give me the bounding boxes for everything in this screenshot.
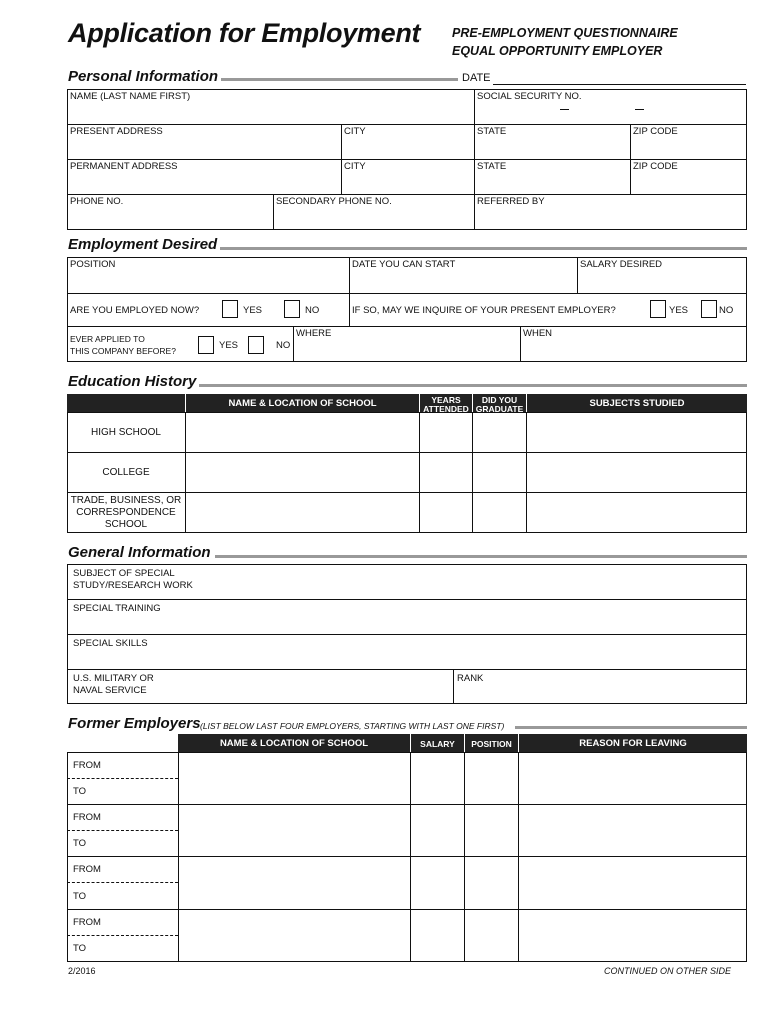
employed-no-label: NO xyxy=(305,305,320,316)
form-title: Application for Employment xyxy=(68,18,421,48)
row-divider xyxy=(67,804,747,805)
section-heading-personal: Personal Information xyxy=(68,68,221,85)
employed-yes-checkbox[interactable] xyxy=(222,300,238,318)
col-divider xyxy=(577,257,578,293)
subtitle-eoe: EQUAL OPPORTUNITY EMPLOYER xyxy=(452,44,663,58)
inquire-no-label: NO xyxy=(719,305,734,316)
section-heading-employment: Employment Desired xyxy=(68,236,220,253)
ssn-field[interactable]: SOCIAL SECURITY NO. xyxy=(477,91,582,102)
section-rule xyxy=(215,247,747,250)
row-divider xyxy=(67,634,747,635)
row-divider xyxy=(67,909,747,910)
col-divider xyxy=(185,412,186,533)
col-divider xyxy=(453,669,454,704)
name-field[interactable]: NAME (LAST NAME FIRST) xyxy=(70,91,191,102)
continued-note: CONTINUED ON OTHER SIDE xyxy=(604,966,732,976)
present-state-field[interactable]: STATE xyxy=(477,126,507,137)
employed-now-label: ARE YOU EMPLOYED NOW? xyxy=(70,305,200,316)
row-divider xyxy=(67,194,747,195)
secondary-phone-field[interactable]: SECONDARY PHONE NO. xyxy=(276,196,392,207)
col-header-salary: SALARY xyxy=(420,739,455,749)
ever-applied-label-2: THIS COMPANY BEFORE? xyxy=(70,346,176,356)
col-header-years-2: ATTENDED xyxy=(423,404,469,414)
employed-no-checkbox[interactable] xyxy=(284,300,300,318)
col-divider xyxy=(349,257,350,326)
ever-applied-label-1: EVER APPLIED TO xyxy=(70,334,145,344)
col-divider xyxy=(474,89,475,230)
permanent-zip-field[interactable]: ZIP CODE xyxy=(633,161,678,172)
inquire-yes-label: YES xyxy=(669,305,689,316)
col-divider xyxy=(526,412,527,533)
from-to-divider xyxy=(67,830,178,831)
applied-no-checkbox[interactable] xyxy=(248,336,264,354)
date-label: DATE xyxy=(462,72,491,84)
from-to-divider xyxy=(67,778,178,779)
col-divider xyxy=(293,326,294,362)
row-divider xyxy=(67,452,747,453)
former-employers-note: (LIST BELOW LAST FOUR EMPLOYERS, STARTING WITH LAST ONE FIRST) xyxy=(200,721,505,731)
permanent-city-field[interactable]: CITY xyxy=(344,161,366,172)
col-header-graduate-1: DID YOU xyxy=(481,395,518,405)
rank-field[interactable]: RANK xyxy=(457,673,484,684)
row-divider xyxy=(67,293,747,294)
special-study-label-1[interactable]: SUBJECT OF SPECIAL xyxy=(73,568,175,579)
applied-yes-label: YES xyxy=(219,340,239,351)
education-row-trade-1: TRADE, BUSINESS, OR xyxy=(70,495,182,506)
permanent-state-field[interactable]: STATE xyxy=(477,161,507,172)
applied-yes-checkbox[interactable] xyxy=(198,336,214,354)
date-field[interactable] xyxy=(493,84,746,85)
inquire-label: IF SO, MAY WE INQUIRE OF YOUR PRESENT EMPLOYER? xyxy=(352,305,616,316)
former-table-body xyxy=(67,752,747,962)
col-divider xyxy=(520,326,521,362)
inquire-yes-checkbox[interactable] xyxy=(650,300,666,318)
section-heading-education: Education History xyxy=(68,373,199,390)
special-training-field[interactable]: SPECIAL TRAINING xyxy=(73,603,161,614)
education-row-high-school: HIGH SCHOOL xyxy=(90,427,161,438)
col-header-subjects: SUBJECTS STUDIED xyxy=(589,398,685,409)
salary-desired-field[interactable]: SALARY DESIRED xyxy=(580,259,663,270)
row-divider xyxy=(67,326,747,327)
employer-1-from-field[interactable]: FROM xyxy=(73,760,101,771)
military-label-2[interactable]: NAVAL SERVICE xyxy=(73,685,147,696)
military-label-1[interactable]: U.S. MILITARY OR xyxy=(73,673,154,684)
when-field[interactable]: WHEN xyxy=(523,328,553,339)
employer-1-to-field[interactable]: TO xyxy=(73,786,87,797)
section-rule xyxy=(220,78,458,81)
employer-3-to-field[interactable]: TO xyxy=(73,891,87,902)
row-divider xyxy=(67,159,747,160)
from-to-divider xyxy=(67,882,178,883)
row-divider xyxy=(67,492,747,493)
present-zip-field[interactable]: ZIP CODE xyxy=(633,126,678,137)
col-header-graduate-2: GRADUATE xyxy=(475,404,524,414)
ssn-dash xyxy=(560,109,569,110)
col-divider xyxy=(178,752,179,962)
position-field[interactable]: POSITION xyxy=(70,259,116,270)
col-header-reason: REASON FOR LEAVING xyxy=(579,738,687,749)
col-divider xyxy=(341,124,342,194)
special-study-label-2[interactable]: STUDY/RESEARCH WORK xyxy=(73,580,193,591)
col-divider xyxy=(410,752,411,962)
present-city-field[interactable]: CITY xyxy=(344,126,366,137)
section-rule xyxy=(193,384,747,387)
education-row-trade-3: SCHOOL xyxy=(104,519,148,530)
row-divider xyxy=(67,856,747,857)
form-revision: 2/2016 xyxy=(68,966,96,976)
start-date-field[interactable]: DATE YOU CAN START xyxy=(352,259,456,270)
from-to-divider xyxy=(67,935,178,936)
col-header-employer-name: NAME & LOCATION OF SCHOOL xyxy=(219,738,369,749)
col-divider xyxy=(472,412,473,533)
employed-yes-label: YES xyxy=(243,305,263,316)
inquire-no-checkbox[interactable] xyxy=(701,300,717,318)
education-row-trade-2: CORRESPONDENCE xyxy=(76,507,176,518)
phone-field[interactable]: PHONE NO. xyxy=(70,196,124,207)
education-row-college: COLLEGE xyxy=(102,467,150,478)
col-divider xyxy=(273,194,274,230)
permanent-address-field[interactable]: PERMANENT ADDRESS xyxy=(70,161,178,172)
employer-3-from-field[interactable]: FROM xyxy=(73,864,101,875)
col-header-school: NAME & LOCATION OF SCHOOL xyxy=(228,398,377,409)
special-skills-field[interactable]: SPECIAL SKILLS xyxy=(73,638,148,649)
row-divider xyxy=(67,124,747,125)
row-divider xyxy=(67,669,747,670)
section-heading-former: Former Employers xyxy=(68,715,201,732)
col-header-years-1: YEARS xyxy=(431,395,461,405)
present-address-field[interactable]: PRESENT ADDRESS xyxy=(70,126,163,137)
employer-2-to-field[interactable]: TO xyxy=(73,838,87,849)
col-divider xyxy=(464,752,465,962)
ssn-dash xyxy=(635,109,644,110)
col-divider xyxy=(518,752,519,962)
employer-4-to-field[interactable]: TO xyxy=(73,943,87,954)
referred-by-field[interactable]: REFERRED BY xyxy=(477,196,545,207)
applied-no-label: NO xyxy=(276,340,291,351)
section-heading-general: General Information xyxy=(68,544,214,561)
section-rule xyxy=(515,726,747,729)
employer-4-from-field[interactable]: FROM xyxy=(73,917,101,928)
col-divider xyxy=(630,124,631,194)
col-divider xyxy=(419,412,420,533)
where-field[interactable]: WHERE xyxy=(296,328,332,339)
employer-2-from-field[interactable]: FROM xyxy=(73,812,101,823)
section-rule xyxy=(215,555,747,558)
row-divider xyxy=(67,599,747,600)
subtitle-questionnaire: PRE-EMPLOYMENT QUESTIONNAIRE xyxy=(452,26,678,40)
col-header-position: POSITION xyxy=(471,739,512,749)
